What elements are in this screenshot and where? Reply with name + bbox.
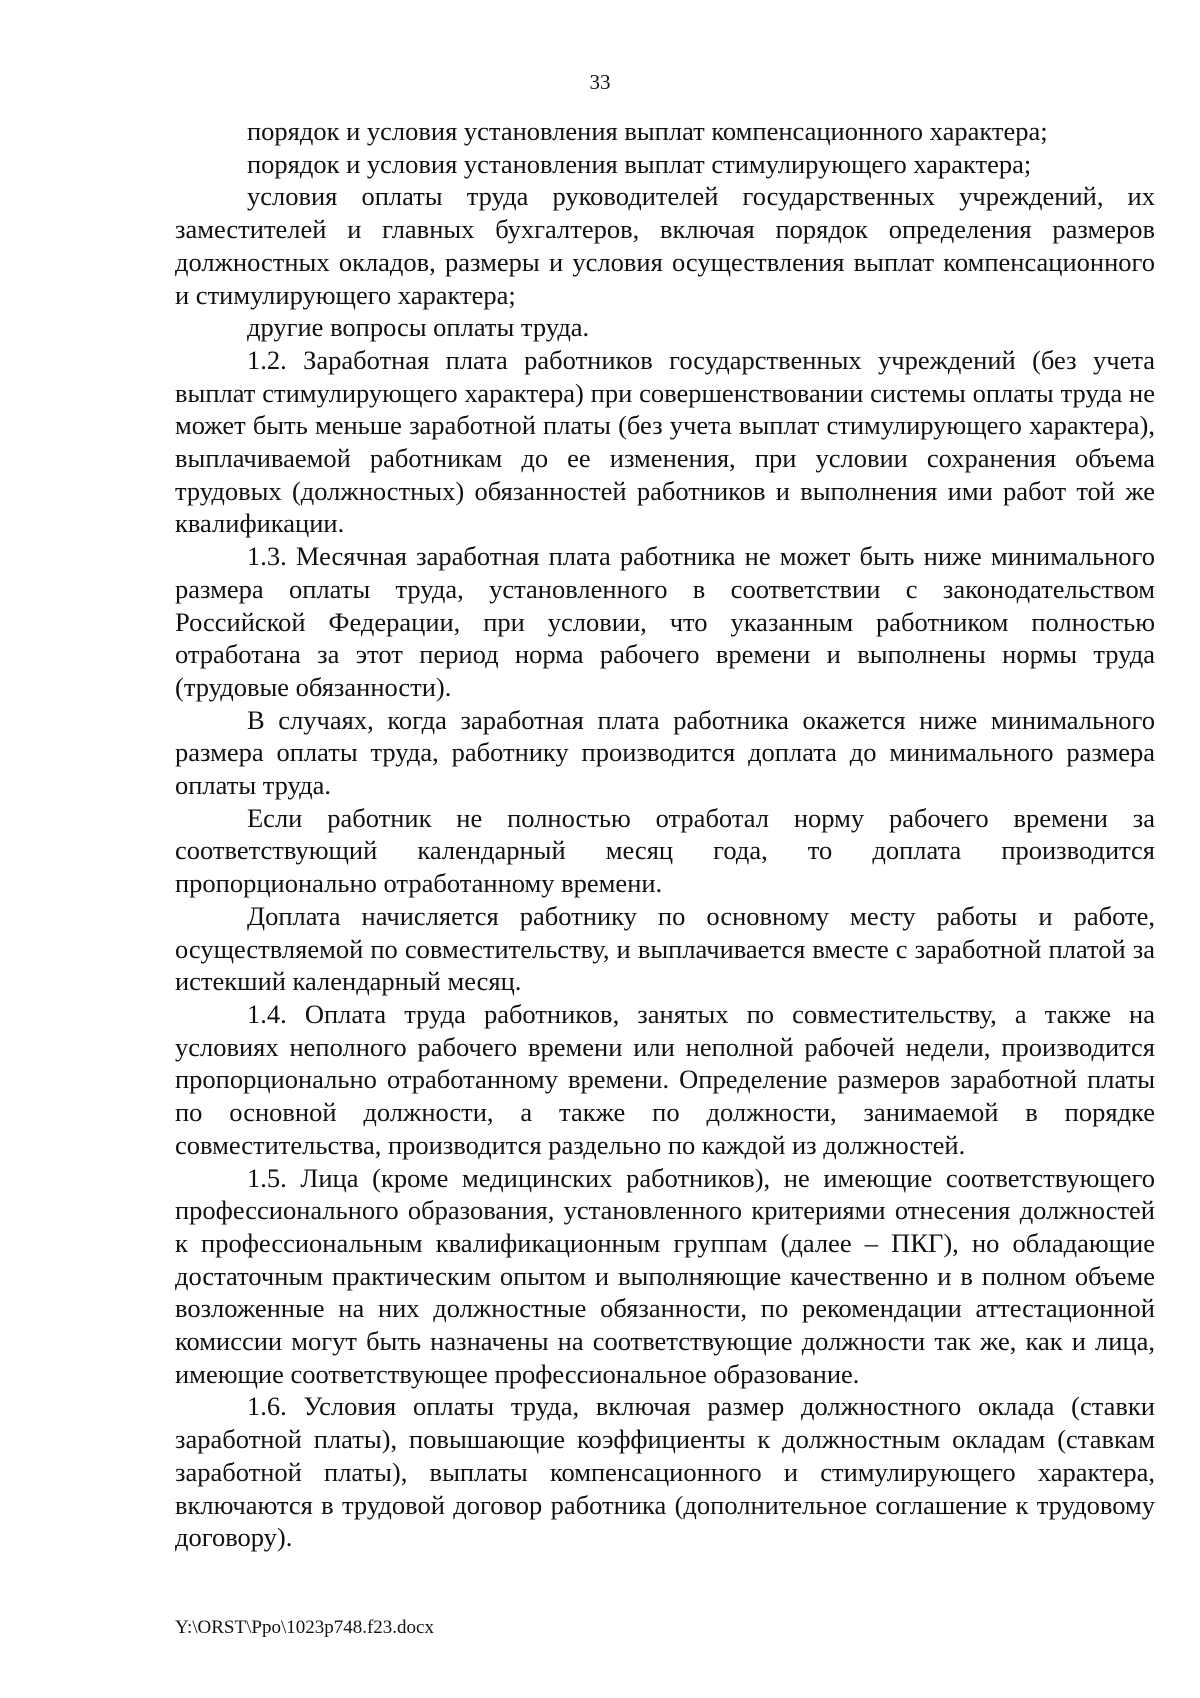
paragraph-minimum-wage-surcharge: В случаях, когда заработная плата работника окажется ниже минимального размера оплаты труда, работнику производится доплата до минимального размера оплаты труда.	[175, 704, 1155, 801]
paragraph-other-questions: другие вопросы оплаты труда.	[247, 312, 590, 343]
paragraph-partial-norm: Если работник не полностью отработал норму рабочего времени за соответствующий календарный месяц года, то доплата производится пропорционально отработанному времени.	[175, 802, 1155, 899]
paragraph-1-3: 1.3. Месячная заработная плата работника не может быть ниже минимального размера оплаты труда, установленного в соответствии с законодательством Российской Федерации, при условии, что указанным работником полностью отработана за этот период норма рабочего времени и выполнены нормы труда (трудовые обязанности).	[175, 541, 1155, 702]
paragraph-1-6: 1.6. Условия оплаты труда, включая размер должностного оклада (ставки заработной платы), повышающие коэффициенты к должностным окладам (ставкам заработной платы), выплаты компенсационного и стимулирующего характера, включаются в трудовой договор работника (дополнительное соглашение к трудовому договору).	[175, 1391, 1155, 1553]
paragraph-compensation-payments: порядок и условия установления выплат компенсационного характера;	[247, 116, 1048, 146]
paragraph-incentive-payments: порядок и условия установления выплат стимулирующего характера;	[247, 148, 1032, 179]
page-number: 33	[589, 70, 611, 94]
paragraph-1-2: 1.2. Заработная плата работников государственных учреждений (без учета выплат стимулирующего характера) при совершенствовании системы оплаты труда не может быть меньше заработной платы (без учета выплат стимулирующего характера), выплачиваемой работникам до ее изменения, при условии сохранения объема трудовых (должностных) обязанностей работников и выполнения ими работ той же квалификации.	[175, 344, 1155, 539]
paragraph-surcharge-accrual: Доплата начисляется работнику по основному месту работы и работе, осуществляемой по совместительству, и выплачивается вместе с заработной платой за истекший календарный месяц.	[175, 900, 1155, 997]
document-body	[175, 115, 1155, 1554]
paragraph-1-4: 1.4. Оплата труда работников, занятых по совместительству, а также на условиях неполного рабочего времени или неполной рабочей недели, производится пропорционально отработанному времени. Определение размеров заработной платы по основной должности, а также по должности, занимаемой в порядке совместительства, производится раздельно по каждой из должностей.	[175, 998, 1155, 1160]
footer-file-path: Y:\ORST\Ppo\1023p748.f23.docx	[175, 1617, 434, 1638]
paragraph-1-5: 1.5. Лица (кроме медицинских работников), не имеющие соответствующего профессионального образования, установленного критериями отнесения должностей к профессиональным квалификационным группам (далее – ПКГ), но обладающие достаточным практическим опытом и выполняющие качественно и в полном объеме возложенные на них должностные обязанности, по рекомендации аттестационной комиссии могут быть назначены на соответствующие должности так же, как и лица, имеющие соответствующее профессиональное образование.	[175, 1162, 1155, 1389]
paragraph-heads-pay-conditions: условия оплаты труда руководителей государственных учреждений, их заместителей и главных бухгалтеров, включая порядок определения размеров должностных окладов, размеры и условия осуществления выплат компенсационного и стимулирующего характера;	[175, 181, 1155, 310]
